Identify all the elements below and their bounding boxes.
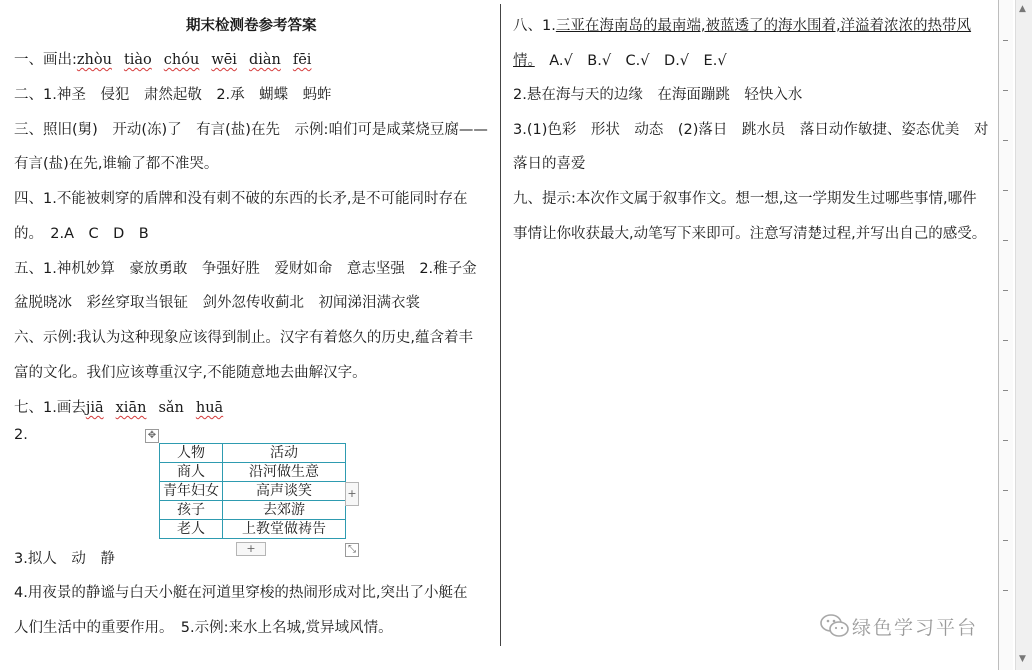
scroll-up-icon[interactable]: ▲ xyxy=(1019,4,1026,14)
underlined-answer: 三亚在海南岛的最南端,被蓝透了的海水围着,洋溢着浓浓的热带风 xyxy=(555,18,972,34)
section-8-item-2: 2.悬在海与天的边缘 在海面蹦跳 轻快入水 xyxy=(513,87,803,103)
ruler-tick xyxy=(1003,540,1008,541)
pinyin-word: diàn xyxy=(248,52,281,68)
wechat-icon xyxy=(820,613,850,639)
table-cell[interactable]: 老人 xyxy=(160,520,223,539)
table-cell[interactable]: 高声谈笑 xyxy=(223,482,346,501)
section-5-line-1: 五、1.神机妙算 豪放勇敢 争强好胜 爱财如命 意志坚强 2.稚子金 xyxy=(14,261,477,277)
section-8-line-2 xyxy=(513,51,727,71)
ruler-tick xyxy=(1003,390,1008,391)
section-7-item-3: 3.拟人 动 静 xyxy=(14,551,115,567)
section-6-line-1: 六、示例:我认为这种现象应该得到制止。汉字有着悠久的历史,蕴含着丰 xyxy=(14,330,473,346)
ruler-tick xyxy=(1003,140,1008,141)
section-7-prefix: 七、1.画去 xyxy=(14,400,86,416)
pinyin-word: fēi xyxy=(292,52,312,68)
ruler-tick xyxy=(1003,490,1008,491)
section-1 xyxy=(14,50,323,70)
table-cell[interactable]: 上教堂做祷告 xyxy=(223,520,346,539)
section-3-line-2: 有言(盐)在先,谁输了都不准哭。 xyxy=(14,156,219,172)
pinyin-word: xiān xyxy=(115,400,147,416)
pinyin-word: jiā xyxy=(85,400,104,416)
section-8-prefix: 八、1. xyxy=(513,18,556,34)
column-divider xyxy=(500,4,501,646)
pinyin-word: chóu xyxy=(163,52,200,68)
page-title: 期末检测卷参考答案 xyxy=(186,18,317,34)
section-1-prefix: 一、画出: xyxy=(14,52,77,68)
vertical-scrollbar[interactable] xyxy=(1015,0,1032,670)
ruler-tick xyxy=(1003,90,1008,91)
section-2: 二、1.神圣 侵犯 肃然起敬 2.承 蝴蝶 蚂蚱 xyxy=(14,87,332,103)
add-row-button[interactable]: + xyxy=(236,542,266,556)
section-5-line-2: 盆脱晓冰 彩丝穿取当银钲 剑外忽传收蓟北 初闻涕泪满衣裳 xyxy=(14,295,420,311)
ruler-tick xyxy=(1003,590,1008,591)
answer-table xyxy=(159,443,346,539)
watermark xyxy=(820,607,1000,643)
table-cell[interactable]: 孩子 xyxy=(160,501,223,520)
pinyin-word: wēi xyxy=(211,52,237,68)
section-7-item-4-line-1: 4.用夜景的静谧与白天小艇在河道里穿梭的热闹形成对比,突出了小艇在 xyxy=(14,585,468,601)
table-cell[interactable]: 商人 xyxy=(160,463,223,482)
table-header-row xyxy=(160,444,346,463)
section-8-line-1 xyxy=(513,16,971,36)
pinyin-word: zhòu xyxy=(76,52,112,68)
table-header-cell[interactable]: 活动 xyxy=(223,444,346,463)
section-3-line-1: 三、照旧(舅) 开动(冻)了 有言(盐)在先 示例:咱们可是咸菜烧豆腐—— xyxy=(14,122,488,138)
section-7-item-2: 2. xyxy=(14,427,28,443)
table-cell[interactable]: 青年妇女 xyxy=(160,482,223,501)
ruler-tick xyxy=(1003,340,1008,341)
table-row xyxy=(160,501,346,520)
ruler-tick xyxy=(1003,190,1008,191)
section-6-line-2: 富的文化。我们应该尊重汉字,不能随意地去曲解汉字。 xyxy=(14,365,367,381)
section-8-choices: A.√ B.√ C.√ D.√ E.√ xyxy=(534,53,727,69)
pinyin-word: tiào xyxy=(123,52,152,68)
vertical-ruler[interactable] xyxy=(998,0,1013,670)
table-cell[interactable]: 去郊游 xyxy=(223,501,346,520)
ruler-tick xyxy=(1003,290,1008,291)
ruler-tick xyxy=(1003,240,1008,241)
section-4-line-2: 的。 2.A C D B xyxy=(14,226,149,242)
table-row xyxy=(160,520,346,539)
table-resize-handle-icon[interactable]: ⤡ xyxy=(345,543,359,557)
underlined-answer-end: 情。 xyxy=(513,53,535,69)
scroll-down-icon[interactable]: ▼ xyxy=(1019,654,1026,664)
section-9-line-1: 九、提示:本次作文属于叙事作文。想一想,这一学期发生过哪些事情,哪件 xyxy=(513,191,977,207)
table-cell[interactable]: 沿河做生意 xyxy=(223,463,346,482)
section-7-line-1 xyxy=(14,398,235,418)
section-9-line-2: 事情让你收获最大,动笔写下来即可。注意写清楚过程,并写出自己的感受。 xyxy=(513,226,987,242)
table-move-handle-icon[interactable]: ✥ xyxy=(145,429,159,443)
ruler-tick xyxy=(1003,40,1008,41)
table-row xyxy=(160,482,346,501)
table-header-cell[interactable]: 人物 xyxy=(160,444,223,463)
watermark-text: 绿色学习平台 xyxy=(852,617,979,639)
section-8-item-3-line-1: 3.(1)色彩 形状 动态 (2)落日 跳水员 落日动作敏捷、姿态优美 对 xyxy=(513,122,989,138)
section-4-line-1: 四、1.不能被刺穿的盾牌和没有刺不破的东西的长矛,是不可能同时存在 xyxy=(14,191,468,207)
ruler-tick xyxy=(1003,440,1008,441)
section-7-item-4-line-2: 人们生活中的重要作用。 5.示例:来水上名城,赏异域风情。 xyxy=(14,620,393,636)
add-column-button[interactable]: + xyxy=(345,482,359,506)
pinyin-word: sǎn xyxy=(158,400,184,416)
pinyin-word: huā xyxy=(195,400,224,416)
table-row xyxy=(160,463,346,482)
section-8-item-3-line-2: 落日的喜爱 xyxy=(513,156,586,172)
